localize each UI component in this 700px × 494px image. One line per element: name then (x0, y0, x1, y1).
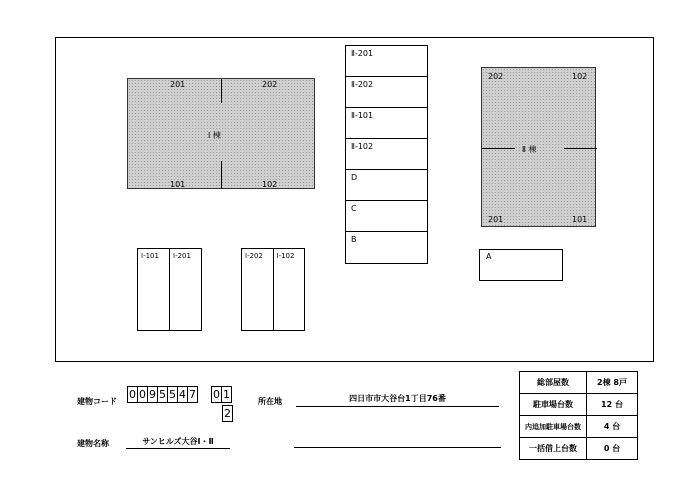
building-code-label: 建物コード (77, 397, 117, 406)
parking-pair-right (241, 248, 305, 331)
building-2-unit-202: 202 (488, 72, 504, 81)
parking-stack (345, 45, 428, 264)
code-digit: 0 (213, 388, 220, 401)
summary-label: 総部屋数 (520, 372, 587, 394)
code-digit: 5 (159, 388, 166, 401)
building-2 (481, 67, 596, 227)
building-2-unit-101: 101 (572, 215, 588, 224)
parking-pair-left (137, 248, 202, 331)
building-code-digits (128, 386, 198, 403)
building-1-divider-v2 (221, 161, 222, 189)
building-1-unit-102: 102 (262, 180, 278, 189)
code-digit: 5 (169, 388, 176, 401)
parking-slot: Ⅰ-202 (245, 252, 263, 260)
summary-label: 一括借上台数 (520, 438, 587, 460)
table-row (520, 394, 638, 416)
parking-slot: C (346, 201, 427, 232)
parking-slot: Ⅱ-101 (346, 108, 427, 139)
building-1-unit-201: 201 (170, 80, 186, 89)
building-2-divider-h2 (564, 148, 597, 149)
blank-line (294, 447, 501, 448)
summary-value: 2棟 8戸 (587, 372, 638, 394)
building-2-unit-102: 102 (572, 72, 588, 81)
summary-value: 4 台 (587, 416, 638, 438)
code-digit: 4 (179, 388, 186, 401)
code-digit: 7 (189, 388, 196, 401)
parking-slot: Ⅰ-101 (141, 252, 159, 260)
address-value: 四日市市大谷台1丁目76番 (296, 393, 499, 407)
parking-slot-a (479, 249, 563, 281)
parking-slot: Ⅱ-102 (346, 139, 427, 170)
building-2-unit-201: 201 (488, 215, 504, 224)
parking-slot: Ⅱ-202 (346, 77, 427, 108)
table-row (520, 372, 638, 394)
summary-label: 駐車場台数 (520, 394, 587, 416)
building-2-name: Ⅱ 棟 (522, 145, 537, 154)
building-1-unit-202: 202 (262, 80, 278, 89)
address-label: 所在地 (258, 397, 282, 406)
building-2-divider-h (482, 148, 515, 149)
building-1-name: Ⅰ 棟 (208, 131, 221, 140)
summary-value: 0 台 (587, 438, 638, 460)
code-digit: 0 (129, 388, 136, 401)
building-1-unit-101: 101 (170, 180, 186, 189)
summary-label: 内追加駐車場台数 (520, 416, 587, 438)
parking-slot: Ⅰ-201 (169, 249, 201, 330)
parking-slot-a-label: A (486, 252, 492, 261)
code-digit: 1 (223, 388, 230, 401)
summary-value: 12 台 (587, 394, 638, 416)
parking-slot: B (351, 235, 357, 244)
building-name-label: 建物名称 (77, 439, 109, 448)
table-row (520, 416, 638, 438)
building-name-value: サンヒルズ大谷Ⅰ・Ⅱ (126, 436, 230, 449)
code-digit: 9 (149, 388, 156, 401)
code-digit: 0 (139, 388, 146, 401)
building-1 (127, 78, 315, 189)
building-code-suffix (212, 386, 232, 403)
building-1-divider-v (221, 79, 222, 103)
building-code-suffix-2 (223, 405, 233, 422)
table-row (520, 438, 638, 460)
summary-table (519, 371, 638, 460)
parking-slot: D (346, 170, 427, 201)
parking-slot: Ⅱ-201 (346, 46, 427, 77)
code-digit: 2 (224, 407, 231, 420)
parking-slot: Ⅰ-102 (273, 249, 305, 330)
